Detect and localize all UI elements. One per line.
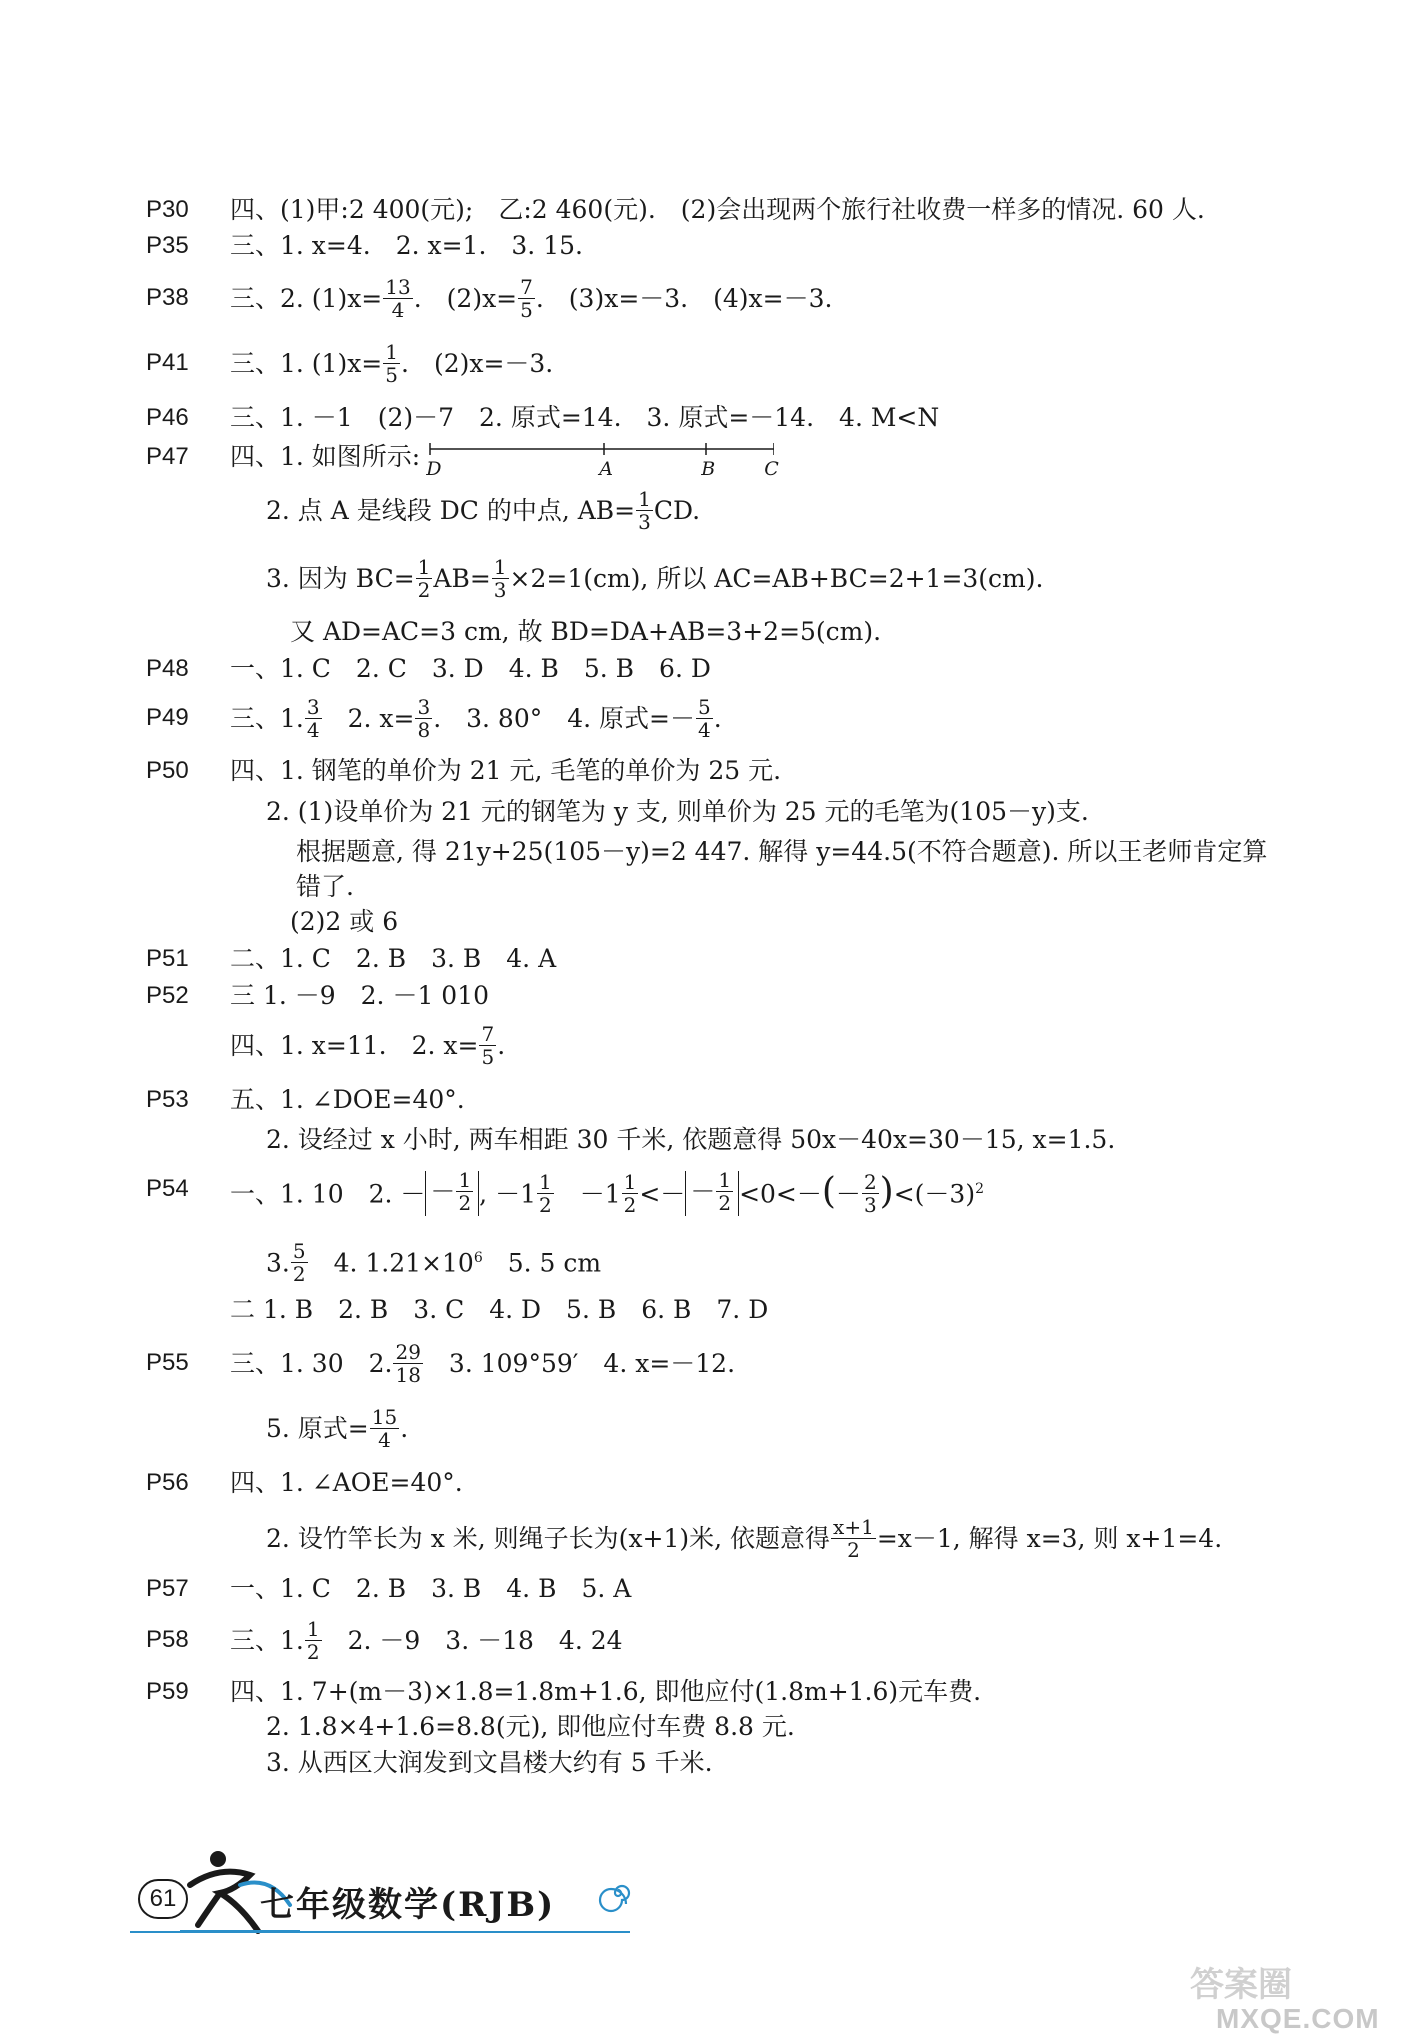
answer-text: 根据题意, 得 21y+25(105－y)=2 447. 解得 y=44.5(不符合题意). 所以王老师肯定算	[296, 837, 1268, 866]
answer-text: 3. 因为 BC= $\frac{1}{2}$ AB= $\frac{1}{3}$ ×2=1(cm), 所以 AC=AB+BC=2+1=3(cm).	[266, 555, 1044, 602]
page-footer	[130, 1845, 650, 1935]
page-label: P41	[146, 349, 189, 376]
answer-text: 四、1. 如图所示:	[230, 442, 421, 471]
page-label: P48	[146, 655, 189, 682]
point-label: A	[599, 458, 613, 480]
point-label: B	[701, 458, 716, 480]
answer-text: 一、1. 10 2. － － $\frac{1}{2}$ , －1 $\frac{1}{2}$ －1 $\frac{1}{2}$ <－ － $\frac{1}{2}$ <0<－(－ $\frac{2}{3}$ )$<(-3)^2$	[230, 1168, 985, 1218]
page-label: P58	[146, 1626, 189, 1653]
answer-text: 2. 设竹竿长为 x 米, 则绳子长为(x+1)米, 依题意得 $\frac{x+1}{2}$ =x－1, 解得 x=3, 则 x+1=4.	[266, 1515, 1223, 1562]
answer-text: 错了.	[296, 872, 354, 901]
fraction: $\frac{7}{5}$	[481, 1022, 495, 1069]
answer-text: 三、1. 30 2. $\frac{29}{18}$ 3. 109°59′ 4. x=－12.	[230, 1340, 736, 1387]
answer-text: 三、1. x=4. 2. x=1. 3. 15.	[230, 231, 583, 260]
fraction: $\frac{1}{2}$	[623, 1170, 637, 1218]
fraction: $\frac{3}{8}$	[417, 695, 431, 742]
answer-text: 四、1. x=11. 2. x= $\frac{7}{5}$ .	[230, 1022, 506, 1069]
page-label: P57	[146, 1575, 189, 1602]
answer-text: 四、(1)甲:2 400(元); 乙:2 460(元). (2)会出现两个旅行社收费一样多的情况. 60 人.	[230, 195, 1205, 224]
answer-text: 四、1. ∠AOE=40°.	[230, 1468, 463, 1497]
page-label: P38	[146, 284, 189, 311]
fraction: $\frac{1}{2}$	[306, 1617, 320, 1664]
fraction: $\frac{1}{3}$	[493, 555, 507, 602]
fraction: $\frac{15}{4}$	[371, 1405, 398, 1452]
page-label: P59	[146, 1678, 189, 1705]
answer-text: (2)2 或 6	[290, 907, 399, 936]
absolute-value: － $\frac{1}{2}$	[425, 1171, 479, 1216]
answer-text: 一、1. C 2. B 3. B 4. B 5. A	[230, 1574, 632, 1603]
answer-text: 2. (1)设单价为 21 元的钢笔为 y 支, 则单价为 25 元的毛笔为(105－y)支.	[266, 797, 1089, 826]
fraction: $\frac{1}{5}$	[385, 340, 398, 387]
fraction: $\frac{1}{2}$	[458, 1168, 472, 1216]
page-label: P46	[146, 404, 189, 431]
page-label: P35	[146, 232, 189, 259]
answer-text: 三、1. $\frac{1}{2}$ 2. －9 3. －18 4. 24	[230, 1617, 623, 1664]
page-label: P53	[146, 1086, 189, 1113]
swirl-icon	[598, 1873, 638, 1913]
fraction: $\frac{1}{2}$	[718, 1168, 732, 1216]
watermark-url: MXQE.COM	[1216, 2003, 1380, 2034]
answer-text: 2. 1.8×4+1.6=8.8(元), 即他应付车费 8.8 元.	[266, 1712, 795, 1741]
footer-title: 七年级数学(RJB)	[260, 1885, 556, 1925]
fraction: $\frac{5}{2}$	[292, 1239, 306, 1287]
fraction: $\frac{7}{5}$	[520, 275, 533, 322]
answer-text: 5. 原式= $\frac{15}{4}$ .	[266, 1405, 409, 1452]
answer-text: 2. 设经过 x 小时, 两车相距 30 千米, 依题意得 50x－40x=30－15, x=1.5.	[266, 1125, 1116, 1154]
answer-text: 三、2. (1)x= $\frac{13}{4}$ . (2)x= $\frac{7}{5}$ . (3)x=－3. (4)x=－3.	[230, 275, 833, 322]
page-label: P47	[146, 443, 189, 470]
answer-text: 二 1. B 2. B 3. C 4. D 5. B 6. B 7. D	[230, 1295, 769, 1324]
answer-text: 四、1. 7+(m－3)×1.8=1.8m+1.6, 即他应付(1.8m+1.6)元车费.	[230, 1677, 982, 1706]
point-label: D	[426, 458, 442, 480]
answer-text: 2. 点 A 是线段 DC 的中点, AB= $\frac{1}{3}$ CD.	[266, 487, 701, 534]
fraction: $\frac{1}{3}$	[638, 487, 651, 534]
page-label: P56	[146, 1469, 189, 1496]
fraction: $\frac{x+1}{2}$	[833, 1515, 874, 1562]
point-label: C	[764, 458, 779, 480]
fraction: $\frac{3}{4}$	[306, 695, 320, 742]
answer-text: 五、1. ∠DOE=40°.	[230, 1085, 465, 1114]
fraction: $\frac{13}{4}$	[385, 275, 411, 322]
answer-text: 三、1. $\frac{3}{4}$ 2. x= $\frac{3}{8}$ . 3. 80° 4. 原式=－ $\frac{5}{4}$ .	[230, 695, 722, 742]
page-label: P50	[146, 757, 189, 784]
answer-text: 二、1. C 2. B 3. B 4. A	[230, 944, 557, 973]
fraction: $\frac{1}{2}$	[538, 1170, 552, 1218]
page-label: P30	[146, 196, 189, 223]
footer-rule	[130, 1931, 630, 1933]
fraction: $\frac{1}{2}$	[417, 555, 431, 602]
answer-text: 四、1. 钢笔的单价为 21 元, 毛笔的单价为 25 元.	[230, 756, 782, 785]
fraction: $\frac{29}{18}$	[395, 1340, 421, 1387]
line-segment-figure	[424, 437, 779, 480]
answer-text: 3. 从西区大润发到文昌楼大约有 5 千米.	[266, 1748, 713, 1777]
page-label: P51	[146, 945, 189, 972]
answer-text: 三 1. －9 2. －1 010	[230, 981, 490, 1010]
answer-text: 又 AD=AC=3 cm, 故 BD=DA+AB=3+2=5(cm).	[290, 617, 882, 646]
page-label: P54	[146, 1175, 189, 1202]
page-label: P49	[146, 704, 189, 731]
page-number: 61	[138, 1879, 188, 1919]
fraction: $\frac{2}{3}$	[863, 1170, 877, 1218]
answer-text: 三、1. (1)x= $\frac{1}{5}$ . (2)x=－3.	[230, 340, 554, 387]
page-label: P55	[146, 1349, 189, 1376]
watermark-text: 答案圈	[1190, 1965, 1292, 2005]
answer-text: 三、1. －1 (2)－7 2. 原式=14. 3. 原式=－14. 4. M<N	[230, 403, 940, 432]
fraction: $\frac{5}{4}$	[698, 695, 711, 742]
page-label: P52	[146, 982, 189, 1009]
answer-text: 一、1. C 2. C 3. D 4. B 5. B 6. D	[230, 654, 711, 683]
answer-text: 3. $\frac{5}{2}$ 4. $1.21\times 10^6$ 5. 5 cm	[266, 1239, 602, 1287]
absolute-value: － $\frac{1}{2}$	[685, 1171, 739, 1216]
